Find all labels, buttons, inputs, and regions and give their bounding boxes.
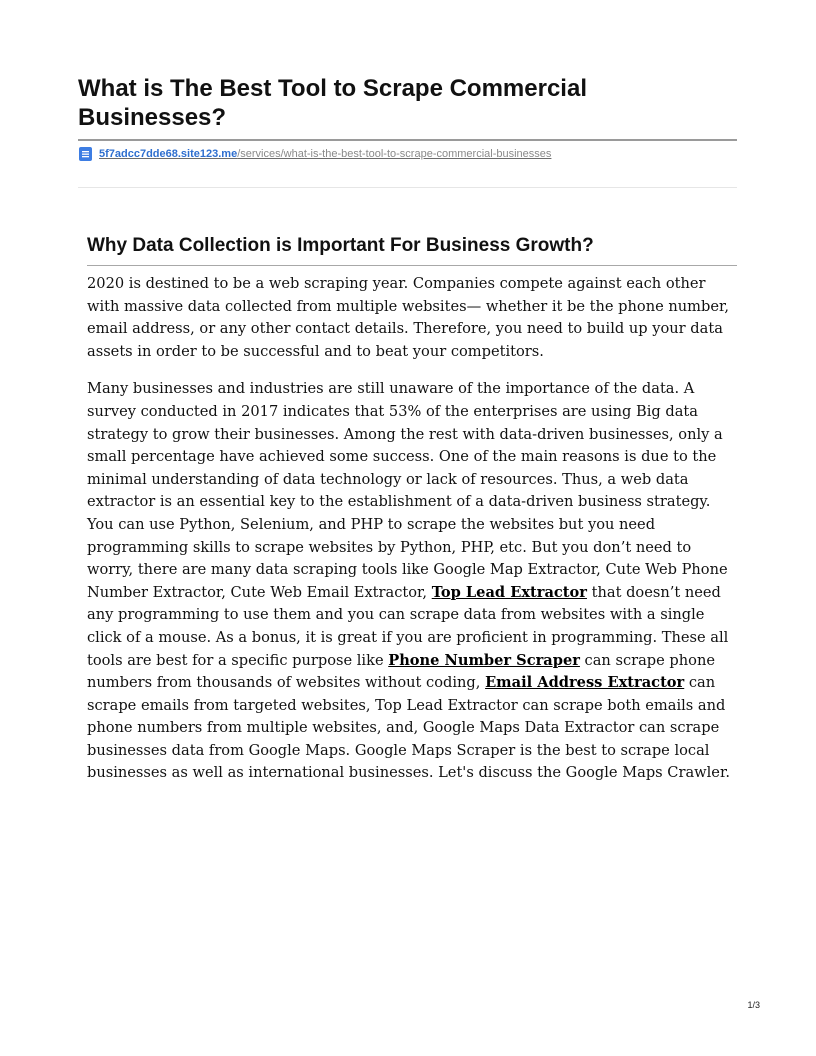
title-divider <box>78 139 737 141</box>
source-path: /services/what-is-the-best-tool-to-scrape-commercial-businesses <box>237 148 552 160</box>
header-divider <box>78 187 737 188</box>
paragraph-intro: 2020 is destined to be a web scraping year. Companies compete against each other with massive data collected from multiple websites— whether it be the phone number, email address, or any other contact details. Therefore, you need to build up your data assets in order to be successful and to beat your competitors. <box>87 275 730 360</box>
paragraph-text: that doesn’t need any programming to use them and you can scrape data from websites with a single click of a mouse. As a bonus, it is great if you are proficient in programming. These all tools are best for a specific purpose like <box>87 583 729 669</box>
document-icon <box>79 147 92 161</box>
paragraph-tools <box>87 378 741 785</box>
source-row <box>79 146 551 162</box>
paragraph-text: can scrape phone numbers from thousands of websites without coding, <box>87 651 715 692</box>
source-domain: 5f7adcc7dde68.site123.me <box>99 148 238 160</box>
email-address-extractor-link[interactable]: Email Address Extractor <box>485 674 685 692</box>
phone-number-scraper-link[interactable]: Phone Number Scraper <box>388 651 580 669</box>
paragraph-text: can scrape emails from targeted websites, Top Lead Extractor can scrape both emails and phone numbers from multiple websites, and, Google Maps Data Extractor can scrape businesses data from Google Maps. Google Maps Scraper is the best to scrape local businesses as well as international businesses. Let's discuss the Google Maps Crawler. <box>87 674 730 782</box>
heading-divider <box>87 265 737 266</box>
page-number: 1/3 <box>747 1000 760 1010</box>
source-url-link[interactable] <box>99 148 551 160</box>
article-body <box>87 273 741 800</box>
section-heading: Why Data Collection is Important For Business Growth? <box>87 235 594 256</box>
top-lead-extractor-link[interactable]: Top Lead Extractor <box>431 583 587 601</box>
page-title: What is The Best Tool to Scrape Commercial Businesses? <box>78 75 587 131</box>
paragraph-text: Many businesses and industries are still unaware of the importance of the data. A survey conducted in 2017 indicates that 53% of the enterprises are using Big data strategy to grow their businesses. Among the rest with data-driven businesses, only a small percentage have achieved some success. One of the main reasons is due to the minimal understanding of data technology or lack of resources. Thus, a web data extractor is an essential key to the establishment of a data-driven business strategy. You can use Python, Selenium, and PHP to scrape the websites but you need programming skills to scrape websites by Python, PHP, etc. But you don’t need to worry, there are many data scraping tools like Google Map Extractor, Cute Web Phone Number Extractor, Cute Web Email Extractor, <box>87 380 728 601</box>
